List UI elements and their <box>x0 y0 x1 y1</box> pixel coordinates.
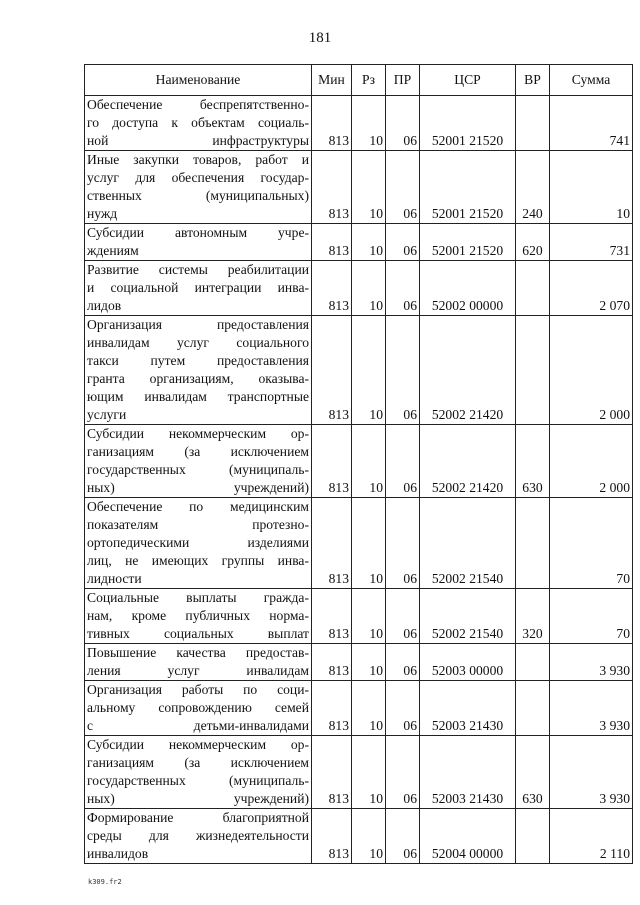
item-name-line: ганизациям (за исключением <box>87 755 309 770</box>
item-name-line: ственных (муниципальных) <box>87 188 309 203</box>
ministry-code-cell: 813 <box>312 425 352 498</box>
table-row <box>85 425 633 498</box>
table-header-row <box>85 65 633 96</box>
item-name-line: такси путем предоставления <box>87 353 309 368</box>
item-name-line: инвалидам услуг социального <box>87 335 309 350</box>
item-name-cell <box>85 316 312 425</box>
expense-type-code-cell: 630 <box>516 425 550 498</box>
ministry-code-cell: 813 <box>312 151 352 224</box>
item-name-line: Субсидии автономным учре- <box>87 225 309 240</box>
item-name-line: нам, кроме публичных норма- <box>87 608 309 623</box>
subsection-code-cell: 06 <box>386 425 420 498</box>
item-name-line: ющим инвалидам транспортные <box>87 389 309 404</box>
item-name-line: с детьми-инвалидами <box>87 718 309 733</box>
item-name-line: Развитие системы реабилитации <box>87 262 309 277</box>
column-header-csr: ЦСР <box>420 65 516 96</box>
item-name-cell <box>85 151 312 224</box>
section-code-cell: 10 <box>352 425 386 498</box>
amount-cell: 70 <box>550 589 633 644</box>
subsection-code-cell: 06 <box>386 96 420 151</box>
expense-type-code-cell <box>516 96 550 151</box>
item-name-line: го доступа к объектам социаль- <box>87 115 309 130</box>
item-name-cell <box>85 736 312 809</box>
subsection-code-cell: 06 <box>386 736 420 809</box>
item-name-line: лидов <box>87 298 122 313</box>
item-name-line: ной инфраструктуры <box>87 133 309 148</box>
section-code-cell: 10 <box>352 681 386 736</box>
expense-type-code-cell <box>516 644 550 681</box>
ministry-code-cell: 813 <box>312 96 352 151</box>
item-name-line: Социальные выплаты гражда- <box>87 590 309 605</box>
item-name-cell <box>85 681 312 736</box>
column-header-pr: ПР <box>386 65 420 96</box>
column-header-min: Мин <box>312 65 352 96</box>
expense-type-code-cell <box>516 261 550 316</box>
expense-type-code-cell: 630 <box>516 736 550 809</box>
item-name-cell <box>85 224 312 261</box>
section-code-cell: 10 <box>352 261 386 316</box>
target-article-code-cell: 52002 21540 <box>420 589 516 644</box>
target-article-code-cell: 52003 00000 <box>420 644 516 681</box>
item-name-line: Обеспечение по медицинским <box>87 499 309 514</box>
item-name-line: ганизациям (за исключением <box>87 444 309 459</box>
target-article-code-cell: 52002 21420 <box>420 316 516 425</box>
ministry-code-cell: 813 <box>312 809 352 864</box>
section-code-cell: 10 <box>352 498 386 589</box>
item-name-line: Обеспечение беспрепятственно- <box>87 97 309 112</box>
section-code-cell: 10 <box>352 809 386 864</box>
amount-cell: 731 <box>550 224 633 261</box>
item-name-line: показателям протезно- <box>87 517 309 532</box>
item-name-line: нужд <box>87 206 118 221</box>
ministry-code-cell: 813 <box>312 644 352 681</box>
item-name-line: ных) учреждений) <box>87 791 309 806</box>
target-article-code-cell: 52002 21420 <box>420 425 516 498</box>
amount-cell: 3 930 <box>550 736 633 809</box>
section-code-cell: 10 <box>352 589 386 644</box>
item-name-line: Формирование благоприятной <box>87 810 309 825</box>
item-name-cell <box>85 498 312 589</box>
subsection-code-cell: 06 <box>386 316 420 425</box>
target-article-code-cell: 52001 21520 <box>420 96 516 151</box>
item-name-line: Субсидии некоммерческим ор- <box>87 737 309 752</box>
item-name-line: лидности <box>87 571 142 586</box>
item-name-line: Повышение качества предостав- <box>87 645 309 660</box>
table-row <box>85 681 633 736</box>
item-name-line: государственных (муниципаль- <box>87 773 309 788</box>
target-article-code-cell: 52001 21520 <box>420 151 516 224</box>
item-name-cell <box>85 425 312 498</box>
table-body <box>85 96 633 864</box>
section-code-cell: 10 <box>352 644 386 681</box>
target-article-code-cell: 52003 21430 <box>420 681 516 736</box>
ministry-code-cell: 813 <box>312 498 352 589</box>
item-name-line: ортопедическими изделиями <box>87 535 309 550</box>
ministry-code-cell: 813 <box>312 736 352 809</box>
item-name-line: государственных (муниципаль- <box>87 462 309 477</box>
target-article-code-cell: 52002 21540 <box>420 498 516 589</box>
item-name-line: инвалидов <box>87 846 149 861</box>
item-name-cell <box>85 96 312 151</box>
subsection-code-cell: 06 <box>386 498 420 589</box>
target-article-code-cell: 52001 21520 <box>420 224 516 261</box>
page-number: 181 <box>308 30 332 46</box>
item-name-line: альному сопровождению семей <box>87 700 309 715</box>
footer-code: k309.fr2 <box>88 878 122 886</box>
subsection-code-cell: 06 <box>386 224 420 261</box>
section-code-cell: 10 <box>352 224 386 261</box>
column-header-name: Наименование <box>85 65 312 96</box>
subsection-code-cell: 06 <box>386 809 420 864</box>
expense-type-code-cell: 320 <box>516 589 550 644</box>
item-name-line: Субсидии некоммерческим ор- <box>87 426 309 441</box>
item-name-line: и социальной интеграции инва- <box>87 280 309 295</box>
table-row <box>85 644 633 681</box>
item-name-line: Организация работы по соци- <box>87 682 309 697</box>
item-name-cell <box>85 644 312 681</box>
amount-cell: 2 070 <box>550 261 633 316</box>
item-name-line: Иные закупки товаров, работ и <box>87 152 309 167</box>
table-row <box>85 589 633 644</box>
subsection-code-cell: 06 <box>386 151 420 224</box>
item-name-line: гранта организациям, оказыва- <box>87 371 309 386</box>
target-article-code-cell: 52002 00000 <box>420 261 516 316</box>
amount-cell: 2 000 <box>550 425 633 498</box>
amount-cell: 3 930 <box>550 644 633 681</box>
item-name-line: лиц, не имеющих группы инва- <box>87 553 309 568</box>
column-header-sum: Сумма <box>550 65 633 96</box>
target-article-code-cell: 52004 00000 <box>420 809 516 864</box>
table-row <box>85 736 633 809</box>
item-name-line: Организация предоставления <box>87 317 309 332</box>
item-name-line: услуг для обеспечения государ- <box>87 170 309 185</box>
table-row <box>85 224 633 261</box>
section-code-cell: 10 <box>352 151 386 224</box>
expense-type-code-cell <box>516 316 550 425</box>
expense-type-code-cell <box>516 681 550 736</box>
ministry-code-cell: 813 <box>312 589 352 644</box>
amount-cell: 10 <box>550 151 633 224</box>
amount-cell: 2 110 <box>550 809 633 864</box>
section-code-cell: 10 <box>352 96 386 151</box>
expense-type-code-cell: 240 <box>516 151 550 224</box>
table-row <box>85 151 633 224</box>
subsection-code-cell: 06 <box>386 589 420 644</box>
table-row <box>85 261 633 316</box>
budget-table <box>84 64 633 864</box>
item-name-line: ления услуг инвалидам <box>87 663 309 678</box>
table-row <box>85 316 633 425</box>
section-code-cell: 10 <box>352 316 386 425</box>
ministry-code-cell: 813 <box>312 261 352 316</box>
subsection-code-cell: 06 <box>386 261 420 316</box>
amount-cell: 741 <box>550 96 633 151</box>
amount-cell: 2 000 <box>550 316 633 425</box>
subsection-code-cell: 06 <box>386 644 420 681</box>
ministry-code-cell: 813 <box>312 316 352 425</box>
column-header-rz: Рз <box>352 65 386 96</box>
ministry-code-cell: 813 <box>312 681 352 736</box>
item-name-line: тивных социальных выплат <box>87 626 309 641</box>
ministry-code-cell: 813 <box>312 224 352 261</box>
table-row <box>85 498 633 589</box>
table-row <box>85 809 633 864</box>
amount-cell: 3 930 <box>550 681 633 736</box>
item-name-cell <box>85 589 312 644</box>
item-name-cell <box>85 809 312 864</box>
item-name-cell <box>85 261 312 316</box>
item-name-line: ждениям <box>87 243 139 258</box>
expense-type-code-cell: 620 <box>516 224 550 261</box>
table-row <box>85 96 633 151</box>
item-name-line: ных) учреждений) <box>87 480 309 495</box>
target-article-code-cell: 52003 21430 <box>420 736 516 809</box>
amount-cell: 70 <box>550 498 633 589</box>
item-name-line: среды для жизнедеятельности <box>87 828 309 843</box>
expense-type-code-cell <box>516 809 550 864</box>
subsection-code-cell: 06 <box>386 681 420 736</box>
column-header-vr: ВР <box>516 65 550 96</box>
section-code-cell: 10 <box>352 736 386 809</box>
item-name-line: услуги <box>87 407 127 422</box>
expense-type-code-cell <box>516 498 550 589</box>
